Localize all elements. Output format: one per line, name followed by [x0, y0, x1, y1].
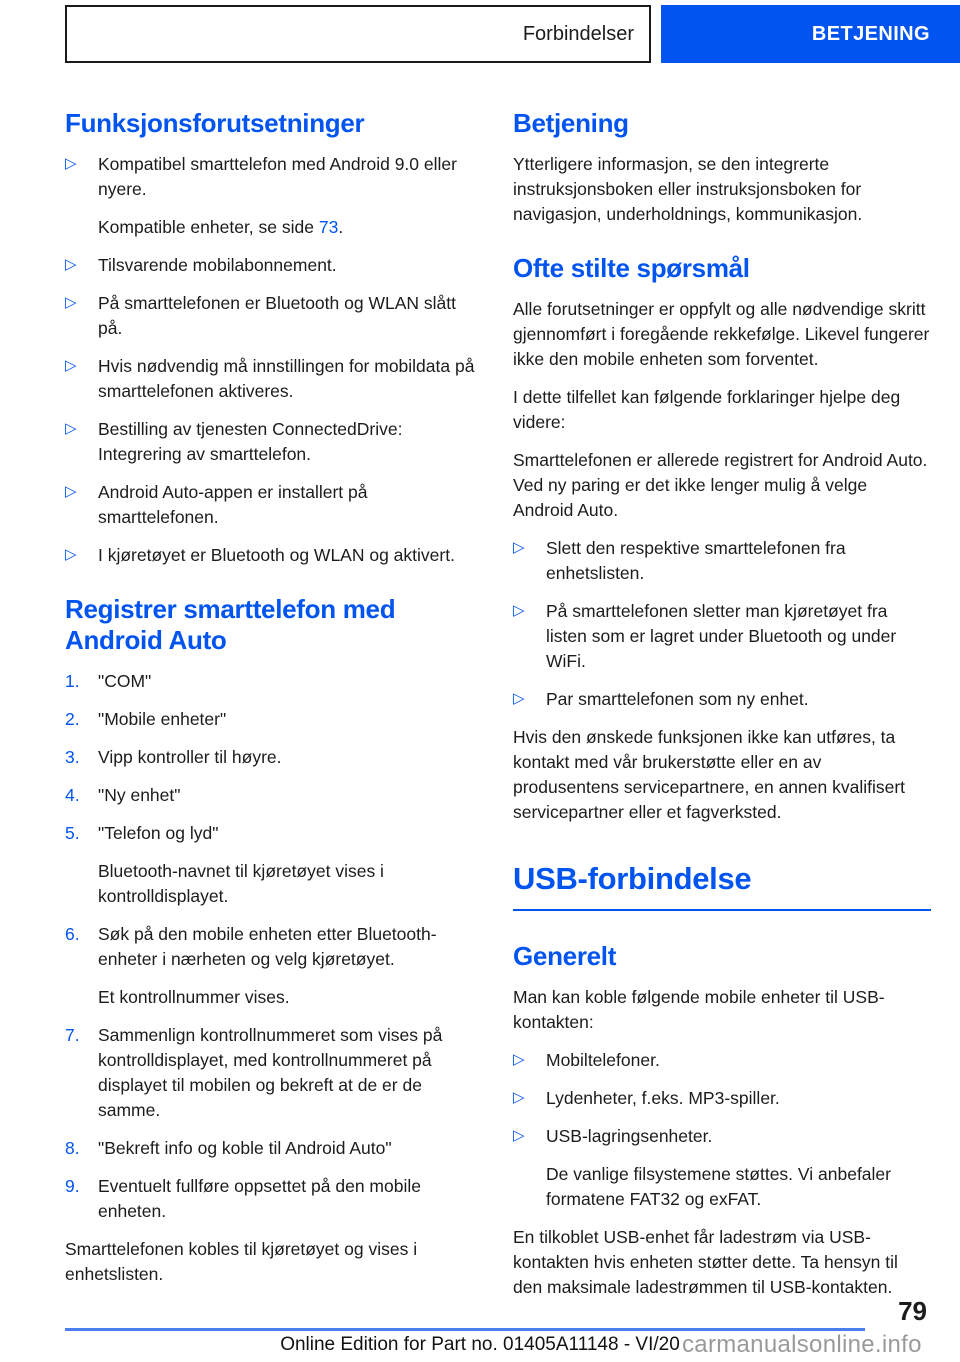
list-item [513, 599, 931, 674]
numbered-step [65, 1174, 478, 1224]
step-text: Sammenlign kontrollnummeret som vises på kontrolldisplayet, med kontrollnummeret på displayet til mobilen og bekreft at de er de samme. [98, 1025, 443, 1120]
step-text: "COM" [98, 671, 152, 691]
triangle-bullet-icon: ▷ [65, 155, 77, 172]
triangle-bullet-icon: ▷ [513, 1127, 525, 1144]
numbered-step [65, 707, 478, 732]
step-number: 8. [65, 1138, 80, 1158]
list-item [65, 417, 478, 467]
bullet-text: USB-lagringsenheter. [546, 1126, 713, 1146]
step-number: 9. [65, 1176, 80, 1196]
step-text: "Mobile enheter" [98, 709, 227, 729]
bullet-text: Kompatibel smarttelefon med Android 9.0 eller nyere. [98, 154, 457, 199]
right-column [513, 104, 931, 1313]
bullet-text: På smarttelefonen sletter man kjøretøyet fra listen som er lagret under Bluetooth og under WiFi. [546, 601, 897, 671]
bullet-text: Slett den respektive smarttelefonen fra enhetslisten. [546, 538, 846, 583]
step-number: 4. [65, 785, 80, 805]
chapter-tab [661, 5, 960, 63]
step-text: "Ny enhet" [98, 785, 181, 805]
paragraph: Ytterligere informasjon, se den integrerte instruksjonsboken eller instruksjonsboken for navigasjon, underholdnings, kommunikasjon. [513, 154, 863, 224]
list-item [513, 1048, 931, 1073]
triangle-bullet-icon: ▷ [513, 1051, 525, 1068]
watermark: carmanualsonline.info [682, 1331, 922, 1358]
triangle-bullet-icon: ▷ [513, 602, 525, 619]
triangle-bullet-icon: ▷ [513, 539, 525, 556]
list-item [65, 152, 478, 202]
bullet-text: Tilsvarende mobilabonnement. [98, 255, 337, 275]
see-also-prefix: Kompatible enheter, se side [98, 217, 319, 237]
triangle-bullet-icon: ▷ [65, 357, 77, 374]
bullet-note: De vanlige filsystemene støttes. Vi anbefaler formatene FAT32 og exFAT. [546, 1164, 891, 1209]
left-column [65, 104, 478, 1300]
triangle-bullet-icon: ▷ [65, 294, 77, 311]
list-item [65, 291, 478, 341]
section-title-operation: Betjening [513, 108, 629, 138]
page-number: 79 [898, 1296, 927, 1326]
step-note: Et kontrollnummer vises. [98, 987, 290, 1007]
list-item [513, 1086, 931, 1111]
list-item [65, 543, 478, 568]
list-item [65, 354, 478, 404]
header-breadcrumb-box [65, 5, 651, 63]
triangle-bullet-icon: ▷ [65, 256, 77, 273]
triangle-bullet-icon: ▷ [65, 483, 77, 500]
list-item [65, 480, 478, 530]
section-title-general: Generelt [513, 941, 617, 971]
step-text: "Bekreft info og koble til Android Auto" [98, 1138, 392, 1158]
paragraph: I dette tilfellet kan følgende forklaringer hjelpe deg videre: [513, 387, 901, 432]
numbered-step [65, 1023, 478, 1123]
list-item [513, 687, 931, 712]
step-note: Bluetooth-navnet til kjøretøyet vises i kontrolldisplayet. [98, 861, 384, 906]
breadcrumb: Forbindelser [522, 22, 634, 45]
triangle-bullet-icon: ▷ [513, 690, 525, 707]
section-title-faq: Ofte stilte spørsmål [513, 253, 750, 283]
step-text: Søk på den mobile enheten etter Bluetooth-enheter i nærheten og velg kjøretøyet. [98, 924, 437, 969]
paragraph: Man kan koble følgende mobile enheter til USB-kontakten: [513, 987, 885, 1032]
numbered-step [65, 783, 478, 808]
bullet-text: Mobiltelefoner. [546, 1050, 660, 1070]
bullet-text: På smarttelefonen er Bluetooth og WLAN slått på. [98, 293, 456, 338]
numbered-step [65, 669, 478, 694]
numbered-step [65, 745, 478, 770]
closing-paragraph: Smarttelefonen kobles til kjøretøyet og vises i enhetslisten. [65, 1239, 418, 1284]
paragraph: Alle forutsetninger er oppfylt og alle nødvendige skritt gjennomført i foregående rekkefølge. Likevel fungerer ikke den mobile enheten som forventet. [513, 299, 930, 369]
numbered-step [65, 1136, 478, 1161]
chapter-tab-label: BETJENING [811, 22, 930, 45]
paragraph: En tilkoblet USB-enhet får ladestrøm via USB-kontakten hvis enheten støtter dette. Ta hensyn til den maksimale ladestrømmen til USB-kontakten. [513, 1227, 898, 1297]
bullet-text: Par smarttelefonen som ny enhet. [546, 689, 809, 709]
bullet-text: Lydenheter, f.eks. MP3-spiller. [546, 1088, 780, 1108]
step-text: "Telefon og lyd" [98, 823, 219, 843]
edition-note: Online Edition for Part no. 01405A11148 - VI/20 [280, 1334, 680, 1355]
list-item [65, 253, 478, 278]
step-number: 5. [65, 823, 80, 843]
list-item [513, 1124, 931, 1149]
step-number: 3. [65, 747, 80, 767]
triangle-bullet-icon: ▷ [513, 1089, 525, 1106]
paragraph: Hvis den ønskede funksjonen ikke kan utføres, ta kontakt med vår brukerstøtte eller en av produsentens servicepartnere, en annen kvalifisert servicepartner eller et fagverksted. [513, 727, 906, 822]
section-title-register-smartphone: Registrer smarttelefon med Android Auto [65, 594, 396, 655]
paragraph: Smarttelefonen er allerede registrert for Android Auto. Ved ny paring er det ikke lenger mulig å velge Android Auto. [513, 450, 928, 520]
step-number: 6. [65, 924, 80, 944]
bullet-text: Android Auto-appen er installert på smarttelefonen. [98, 482, 368, 527]
step-number: 1. [65, 671, 80, 691]
bullet-text: I kjøretøyet er Bluetooth og WLAN og aktivert. [98, 545, 455, 565]
step-number: 2. [65, 709, 80, 729]
step-text: Eventuelt fullføre oppsettet på den mobile enheten. [98, 1176, 421, 1221]
see-also-note [98, 215, 478, 240]
numbered-step [65, 922, 478, 972]
section-title-requirements: Funksjonsforutsetninger [65, 108, 365, 138]
see-also-suffix: . [338, 217, 344, 237]
bullet-text: Hvis nødvendig må innstillingen for mobildata på smarttelefonen aktiveres. [98, 356, 475, 401]
bullet-text: Bestilling av tjenesten ConnectedDrive: Integrering av smarttelefon. [98, 419, 403, 464]
page-link-73[interactable]: 73 [318, 217, 339, 237]
step-number: 7. [65, 1025, 80, 1045]
step-text: Vipp kontroller til høyre. [98, 747, 282, 767]
triangle-bullet-icon: ▷ [65, 546, 77, 563]
chapter-title-usb: USB-forbindelse [513, 861, 931, 911]
list-item [513, 536, 931, 586]
numbered-step [65, 821, 478, 846]
triangle-bullet-icon: ▷ [65, 420, 77, 437]
